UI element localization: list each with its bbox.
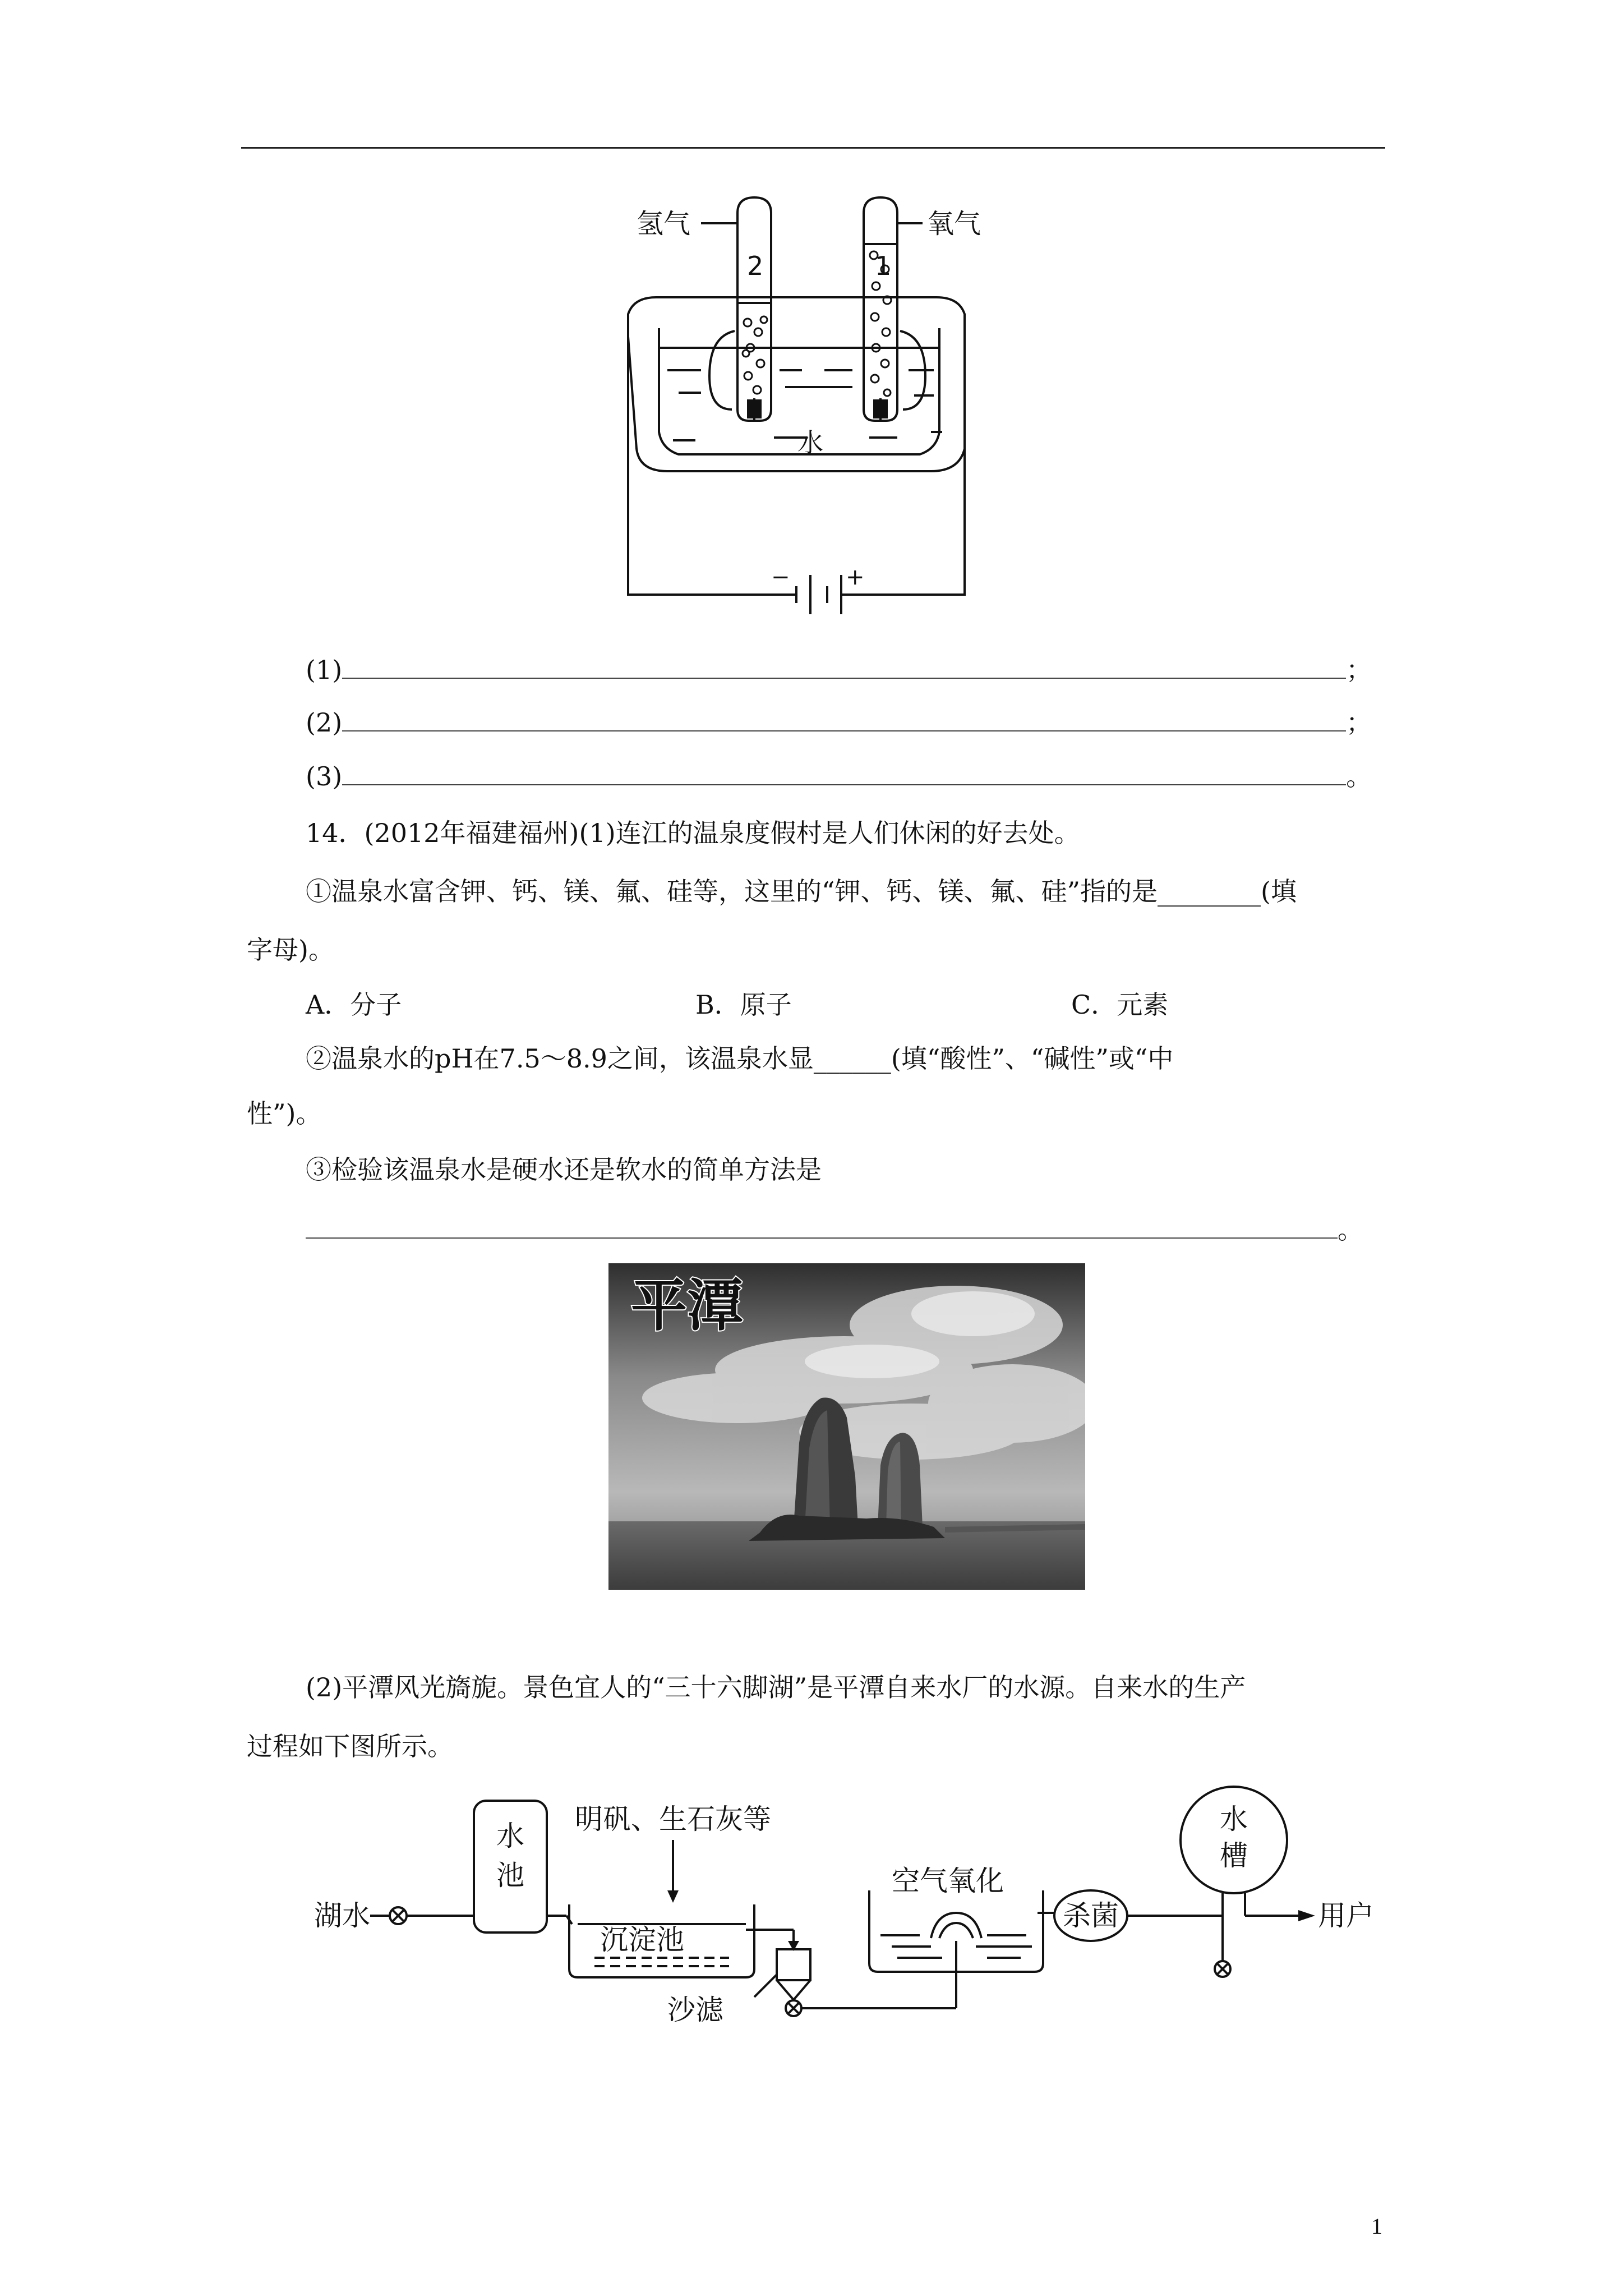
answer-line-1 [306,655,1372,683]
answer-3-blank[interactable] [342,762,1346,785]
header-rule [241,147,1385,149]
battery-plus: + [846,564,865,590]
answer-3-end: 。 [1346,761,1372,792]
water-label: 水 [797,427,823,458]
q14-p3-line1: ③检验该温泉水是硬水还是软水的简单方法是 [306,1154,822,1185]
chemicals-label: 明矾、生石灰等 [575,1803,771,1835]
sterilize-label: 杀菌 [1063,1899,1119,1932]
answer-2-blank[interactable] [342,708,1346,731]
answer-2-number: (2) [306,707,343,738]
answer-2-end: ； [1346,707,1372,738]
option-b[interactable]: B．原子 [695,990,792,1020]
water-treatment-diagram [314,1778,1396,2047]
pingtan-photo [608,1263,1085,1590]
user-label: 用户 [1318,1899,1374,1932]
answer-3-number: (3) [306,761,343,792]
pool-label-top: 水 [496,1820,524,1852]
answer-line-3 [306,761,1372,792]
electrolysis-diagram [617,185,1021,634]
answer-line-2 [306,707,1372,738]
q14-part2-line2: 过程如下图所示。 [247,1731,453,1761]
q14-header: 14．(2012年福建福州)(1)连江的温泉度假村是人们休闲的好去处。 [306,818,1080,848]
q14-p1-line1: ①温泉水富含钾、钙、镁、氟、硅等，这里的“钾、钙、镁、氟、硅”指的是________(填 [306,876,1297,907]
photo-title: 平潭 [631,1273,743,1338]
p3-end: 。 [1338,1214,1363,1245]
q14-p1-line2: 字母)。 [247,935,334,965]
lake-water-label: 湖水 [314,1899,370,1932]
tube-right-number: 1 [875,251,892,281]
tube-left-number: 2 [747,251,764,281]
q14-p2-line2: 性”)。 [247,1098,322,1129]
answer-1-end: ； [1346,655,1372,685]
air-oxidation-label: 空气氧化 [892,1865,1004,1897]
answer-1-number: (1) [306,655,343,685]
p3-answer-blank[interactable] [306,1215,1338,1239]
hydrogen-label: 氢气 [637,208,691,240]
q14-p3-answer [306,1215,1363,1243]
pool-label-bottom: 池 [496,1859,524,1892]
sand-filter-label: 沙滤 [667,1994,723,2026]
page-number: 1 [1371,2214,1382,2239]
tank-label-top: 水 [1220,1803,1248,1835]
oxygen-label: 氧气 [927,208,981,240]
option-c[interactable]: C．元素 [1071,990,1169,1020]
answer-1-blank[interactable] [342,655,1346,679]
q14-part2-line1: (2)平潭风光旖旎。景色宜人的“三十六脚湖”是平潭自来水厂的水源。自来水的生产 [306,1672,1246,1703]
sediment-pool-label: 沉淀池 [600,1924,684,1956]
tank-label-bottom: 槽 [1220,1839,1248,1872]
q14-p2-line1: ②温泉水的pH在7.5～8.9之间，该温泉水显______(填“酸性”、“碱性”或“中 [306,1043,1174,1074]
battery-minus: − [771,564,790,590]
option-a[interactable]: A．分子 [306,990,402,1020]
